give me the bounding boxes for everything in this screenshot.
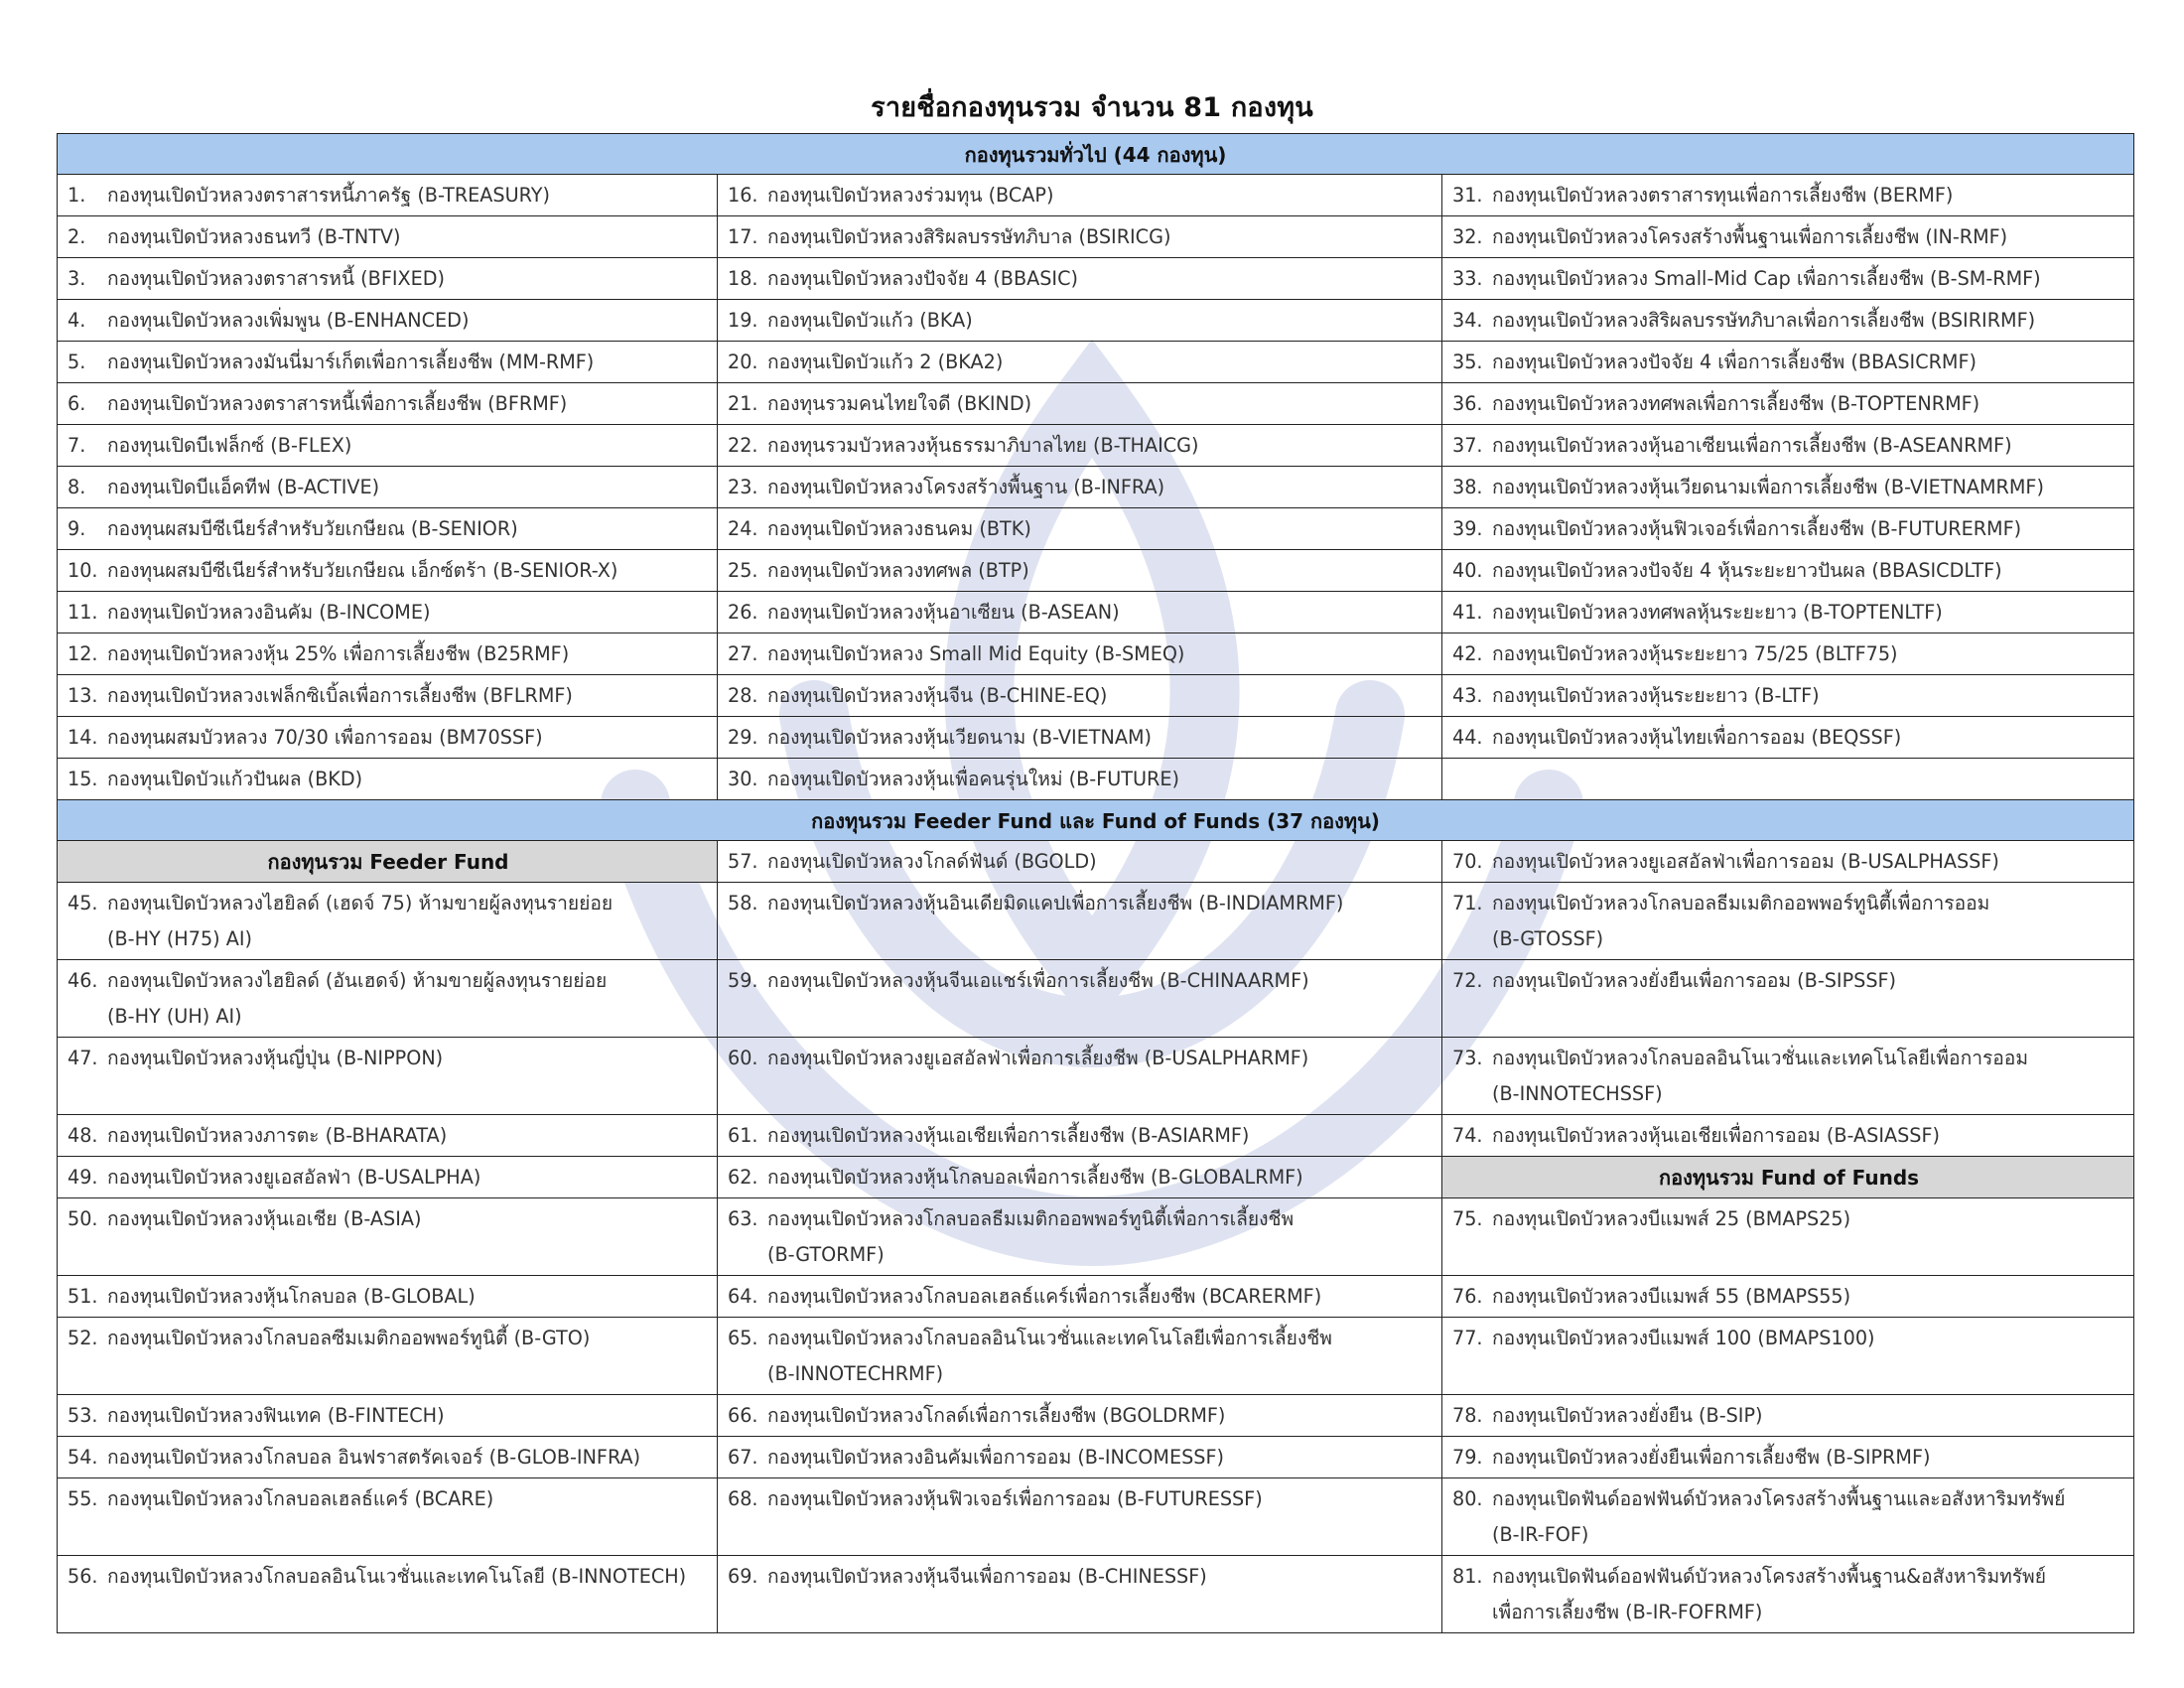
fund-item: 64. กองทุนเปิดบัวหลวงโกลบอลเฮลธ์แคร์เพื่อการเลี้ยงชีพ (BCARERMF) bbox=[718, 1276, 1442, 1318]
fund-item: 44. กองทุนเปิดบัวหลวงหุ้นไทยเพื่อการออม (BEQSSF) bbox=[1442, 717, 2134, 759]
fund-item: 79. กองทุนเปิดบัวหลวงยั่งยืนเพื่อการเลี้ยงชีพ (B-SIPRMF) bbox=[1442, 1437, 2134, 1478]
fund-item: 60. กองทุนเปิดบัวหลวงยูเอสอัลฟ่าเพื่อการเลี้ยงชีพ (B-USALPHARMF) bbox=[718, 1038, 1442, 1115]
section-header-feeder: กองทุนรวม Feeder Fund และ Fund of Funds (37 กองทุน) bbox=[58, 800, 2134, 841]
fund-item: 52. กองทุนเปิดบัวหลวงโกลบอลซีมเมติกออพพอร์ทูนิตี้ (B-GTO) bbox=[58, 1318, 718, 1395]
fund-item: 48. กองทุนเปิดบัวหลวงภารตะ (B-BHARATA) bbox=[58, 1115, 718, 1157]
fund-item: 81. กองทุนเปิดฟันด์ออฟฟันด์บัวหลวงโครงสร้างพื้นฐาน&อสังหาริมทรัพย์ เพื่อการเลี้ยงชีพ (B-IR-FOFRMF) bbox=[1442, 1556, 2134, 1633]
fund-item: 38. กองทุนเปิดบัวหลวงหุ้นเวียดนามเพื่อการเลี้ยงชีพ (B-VIETNAMRMF) bbox=[1442, 467, 2134, 508]
fund-item: 61. กองทุนเปิดบัวหลวงหุ้นเอเชียเพื่อการเลี้ยงชีพ (B-ASIARMF) bbox=[718, 1115, 1442, 1157]
page-title: รายชื่อกองทุนรวม จำนวน 81 กองทุน bbox=[871, 92, 1313, 123]
fund-item: 65. กองทุนเปิดบัวหลวงโกลบอลอินโนเวชั่นและเทคโนโลยีเพื่อการเลี้ยงชีพ (B-INNOTECHRMF) bbox=[718, 1318, 1442, 1395]
fund-item: 2. กองทุนเปิดบัวหลวงธนทวี (B-TNTV) bbox=[58, 216, 718, 258]
empty-cell bbox=[1442, 759, 2134, 800]
fund-item: 6. กองทุนเปิดบัวหลวงตราสารหนี้เพื่อการเลี้ยงชีพ (BFRMF) bbox=[58, 383, 718, 425]
fund-item: 13. กองทุนเปิดบัวหลวงเฟล็กซิเบิ้ลเพื่อการเลี้ยงชีพ (BFLRMF) bbox=[58, 675, 718, 717]
fund-item: 54. กองทุนเปิดบัวหลวงโกลบอล อินฟราสตรัคเจอร์ (B-GLOB-INFRA) bbox=[58, 1437, 718, 1478]
fund-item: 24. กองทุนเปิดบัวหลวงธนคม (BTK) bbox=[718, 508, 1442, 550]
fund-item: 78. กองทุนเปิดบัวหลวงยั่งยืน (B-SIP) bbox=[1442, 1395, 2134, 1437]
fund-item: 23. กองทุนเปิดบัวหลวงโครงสร้างพื้นฐาน (B-INFRA) bbox=[718, 467, 1442, 508]
fund-item: 27. กองทุนเปิดบัวหลวง Small Mid Equity (B-SMEQ) bbox=[718, 633, 1442, 675]
fund-item: 69. กองทุนเปิดบัวหลวงหุ้นจีนเพื่อการออม (B-CHINESSF) bbox=[718, 1556, 1442, 1633]
fund-item: 10. กองทุนผสมบีซีเนียร์สำหรับวัยเกษียณ เอ็กซ์ตร้า (B-SENIOR-X) bbox=[58, 550, 718, 592]
subsection-header-feeder: กองทุนรวม Feeder Fund bbox=[58, 841, 718, 883]
fund-item: 45. กองทุนเปิดบัวหลวงไฮยิลด์ (เฮดจ์ 75) ห้ามขายผู้ลงทุนรายย่อย (B-HY (H75) AI) bbox=[58, 883, 718, 960]
fund-item: 80. กองทุนเปิดฟันด์ออฟฟันด์บัวหลวงโครงสร้างพื้นฐานและอสังหาริมทรัพย์ (B-IR-FOF) bbox=[1442, 1478, 2134, 1556]
fund-item: 26. กองทุนเปิดบัวหลวงหุ้นอาเซียน (B-ASEAN) bbox=[718, 592, 1442, 633]
fund-item: 40. กองทุนเปิดบัวหลวงปัจจัย 4 หุ้นระยะยาวปันผล (BBASICDLTF) bbox=[1442, 550, 2134, 592]
section-header-general: กองทุนรวมทั่วไป (44 กองทุน) bbox=[58, 134, 2134, 175]
fund-item: 72. กองทุนเปิดบัวหลวงยั่งยืนเพื่อการออม (B-SIPSSF) bbox=[1442, 960, 2134, 1038]
fund-item: 63. กองทุนเปิดบัวหลวงโกลบอลธีมเมติกออพพอร์ทูนิตี้เพื่อการเลี้ยงชีพ (B-GTORMF) bbox=[718, 1198, 1442, 1276]
fund-item: 41. กองทุนเปิดบัวหลวงทศพลหุ้นระยะยาว (B-TOPTENLTF) bbox=[1442, 592, 2134, 633]
fund-table bbox=[57, 133, 2134, 1633]
fund-item: 67. กองทุนเปิดบัวหลวงอินคัมเพื่อการออม (B-INCOMESSF) bbox=[718, 1437, 1442, 1478]
fund-item: 7. กองทุนเปิดบีเฟล็กซ์ (B-FLEX) bbox=[58, 425, 718, 467]
fund-item: 28. กองทุนเปิดบัวหลวงหุ้นจีน (B-CHINE-EQ) bbox=[718, 675, 1442, 717]
fund-item: 53. กองทุนเปิดบัวหลวงฟินเทค (B-FINTECH) bbox=[58, 1395, 718, 1437]
fund-item: 32. กองทุนเปิดบัวหลวงโครงสร้างพื้นฐานเพื่อการเลี้ยงชีพ (IN-RMF) bbox=[1442, 216, 2134, 258]
fund-item: 58. กองทุนเปิดบัวหลวงหุ้นอินเดียมิดแคปเพื่อการเลี้ยงชีพ (B-INDIAMRMF) bbox=[718, 883, 1442, 960]
fund-item: 22. กองทุนรวมบัวหลวงหุ้นธรรมาภิบาลไทย (B-THAICG) bbox=[718, 425, 1442, 467]
fund-item: 62. กองทุนเปิดบัวหลวงหุ้นโกลบอลเพื่อการเลี้ยงชีพ (B-GLOBALRMF) bbox=[718, 1157, 1442, 1198]
fund-item: 68. กองทุนเปิดบัวหลวงหุ้นฟิวเจอร์เพื่อการออม (B-FUTURESSF) bbox=[718, 1478, 1442, 1556]
fund-item: 17. กองทุนเปิดบัวหลวงสิริผลบรรษัทภิบาล (BSIRICG) bbox=[718, 216, 1442, 258]
fund-item: 71. กองทุนเปิดบัวหลวงโกลบอลธีมเมติกออพพอร์ทูนิตี้เพื่อการออม (B-GTOSSF) bbox=[1442, 883, 2134, 960]
fund-item: 30. กองทุนเปิดบัวหลวงหุ้นเพื่อคนรุ่นใหม่ (B-FUTURE) bbox=[718, 759, 1442, 800]
fund-item: 3. กองทุนเปิดบัวหลวงตราสารหนี้ (BFIXED) bbox=[58, 258, 718, 300]
fund-item: 57. กองทุนเปิดบัวหลวงโกลด์ฟันด์ (BGOLD) bbox=[718, 841, 1442, 883]
fund-item: 73. กองทุนเปิดบัวหลวงโกลบอลอินโนเวชั่นและเทคโนโลยีเพื่อการออม (B-INNOTECHSSF) bbox=[1442, 1038, 2134, 1115]
fund-item: 39. กองทุนเปิดบัวหลวงหุ้นฟิวเจอร์เพื่อการเลี้ยงชีพ (B-FUTURERMF) bbox=[1442, 508, 2134, 550]
fund-item: 59. กองทุนเปิดบัวหลวงหุ้นจีนเอแชร์เพื่อการเลี้ยงชีพ (B-CHINAARMF) bbox=[718, 960, 1442, 1038]
fund-item: 34. กองทุนเปิดบัวหลวงสิริผลบรรษัทภิบาลเพื่อการเลี้ยงชีพ (BSIRIRMF) bbox=[1442, 300, 2134, 342]
fund-item: 31. กองทุนเปิดบัวหลวงตราสารทุนเพื่อการเลี้ยงชีพ (BERMF) bbox=[1442, 175, 2134, 216]
fund-item: 70. กองทุนเปิดบัวหลวงยูเอสอัลฟ่าเพื่อการออม (B-USALPHASSF) bbox=[1442, 841, 2134, 883]
fund-item: 37. กองทุนเปิดบัวหลวงหุ้นอาเซียนเพื่อการเลี้ยงชีพ (B-ASEANRMF) bbox=[1442, 425, 2134, 467]
fund-item: 51. กองทุนเปิดบัวหลวงหุ้นโกลบอล (B-GLOBAL) bbox=[58, 1276, 718, 1318]
fund-item: 33. กองทุนเปิดบัวหลวง Small-Mid Cap เพื่อการเลี้ยงชีพ (B-SM-RMF) bbox=[1442, 258, 2134, 300]
fund-item: 5. กองทุนเปิดบัวหลวงมันนี่มาร์เก็ตเพื่อการเลี้ยงชีพ (MM-RMF) bbox=[58, 342, 718, 383]
fund-item: 16. กองทุนเปิดบัวหลวงร่วมทุน (BCAP) bbox=[718, 175, 1442, 216]
fund-item: 49. กองทุนเปิดบัวหลวงยูเอสอัลฟ่า (B-USALPHA) bbox=[58, 1157, 718, 1198]
fund-item: 77. กองทุนเปิดบัวหลวงบีแมพส์ 100 (BMAPS100) bbox=[1442, 1318, 2134, 1395]
fund-item: 9. กองทุนผสมบีซีเนียร์สำหรับวัยเกษียณ (B-SENIOR) bbox=[58, 508, 718, 550]
fund-item: 29. กองทุนเปิดบัวหลวงหุ้นเวียดนาม (B-VIETNAM) bbox=[718, 717, 1442, 759]
fund-item: 50. กองทุนเปิดบัวหลวงหุ้นเอเชีย (B-ASIA) bbox=[58, 1198, 718, 1276]
fund-item: 42. กองทุนเปิดบัวหลวงหุ้นระยะยาว 75/25 (BLTF75) bbox=[1442, 633, 2134, 675]
fund-item: 56. กองทุนเปิดบัวหลวงโกลบอลอินโนเวชั่นและเทคโนโลยี (B-INNOTECH) bbox=[58, 1556, 718, 1633]
fund-item: 11. กองทุนเปิดบัวหลวงอินคัม (B-INCOME) bbox=[58, 592, 718, 633]
fund-item: 14. กองทุนผสมบัวหลวง 70/30 เพื่อการออม (BM70SSF) bbox=[58, 717, 718, 759]
fund-item: 12. กองทุนเปิดบัวหลวงหุ้น 25% เพื่อการเลี้ยงชีพ (B25RMF) bbox=[58, 633, 718, 675]
fund-item: 66. กองทุนเปิดบัวหลวงโกลด์เพื่อการเลี้ยงชีพ (BGOLDRMF) bbox=[718, 1395, 1442, 1437]
fund-item: 46. กองทุนเปิดบัวหลวงไฮยิลด์ (อันเฮดจ์) ห้ามขายผู้ลงทุนรายย่อย (B-HY (UH) AI) bbox=[58, 960, 718, 1038]
fund-item: 74. กองทุนเปิดบัวหลวงหุ้นเอเชียเพื่อการออม (B-ASIASSF) bbox=[1442, 1115, 2134, 1157]
fund-item: 43. กองทุนเปิดบัวหลวงหุ้นระยะยาว (B-LTF) bbox=[1442, 675, 2134, 717]
fund-item: 19. กองทุนเปิดบัวแก้ว (BKA) bbox=[718, 300, 1442, 342]
fund-item: 76. กองทุนเปิดบัวหลวงบีแมพส์ 55 (BMAPS55) bbox=[1442, 1276, 2134, 1318]
subsection-header-fof: กองทุนรวม Fund of Funds bbox=[1442, 1157, 2134, 1198]
fund-item: 1. กองทุนเปิดบัวหลวงตราสารหนี้ภาครัฐ (B-TREASURY) bbox=[58, 175, 718, 216]
fund-item: 15. กองทุนเปิดบัวแก้วปันผล (BKD) bbox=[58, 759, 718, 800]
fund-item: 36. กองทุนเปิดบัวหลวงทศพลเพื่อการเลี้ยงชีพ (B-TOPTENRMF) bbox=[1442, 383, 2134, 425]
fund-item: 18. กองทุนเปิดบัวหลวงปัจจัย 4 (BBASIC) bbox=[718, 258, 1442, 300]
fund-item: 4. กองทุนเปิดบัวหลวงเพิ่มพูน (B-ENHANCED) bbox=[58, 300, 718, 342]
fund-item: 8. กองทุนเปิดบีแอ็คทีฟ (B-ACTIVE) bbox=[58, 467, 718, 508]
fund-item: 55. กองทุนเปิดบัวหลวงโกลบอลเฮลธ์แคร์ (BCARE) bbox=[58, 1478, 718, 1556]
fund-item: 35. กองทุนเปิดบัวหลวงปัจจัย 4 เพื่อการเลี้ยงชีพ (BBASICRMF) bbox=[1442, 342, 2134, 383]
fund-item: 20. กองทุนเปิดบัวแก้ว 2 (BKA2) bbox=[718, 342, 1442, 383]
fund-item: 21. กองทุนรวมคนไทยใจดี (BKIND) bbox=[718, 383, 1442, 425]
fund-item: 47. กองทุนเปิดบัวหลวงหุ้นญี่ปุ่น (B-NIPPON) bbox=[58, 1038, 718, 1115]
fund-item: 25. กองทุนเปิดบัวหลวงทศพล (BTP) bbox=[718, 550, 1442, 592]
fund-item: 75. กองทุนเปิดบัวหลวงบีแมพส์ 25 (BMAPS25) bbox=[1442, 1198, 2134, 1276]
